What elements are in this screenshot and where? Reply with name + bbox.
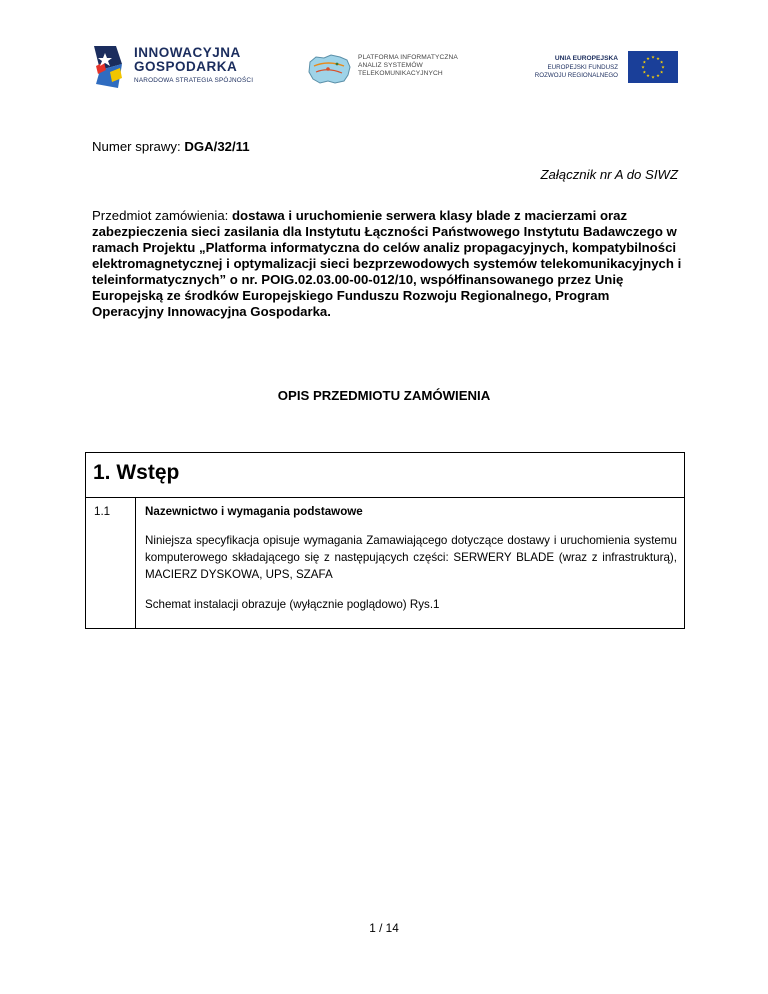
eu-flag-icon: [628, 51, 678, 83]
subsection-paragraph: Niniejsza specyfikacja opisuje wymagania Zamawiającego dotyczące dostawy i uruchomienia systemu komputerowego składającego się z następujących części: SERWERY BLADE (wraz z infrastrukturą), MACIERZ DYSKOWA, UPS, SZAFA: [145, 534, 677, 581]
eu-logo: [536, 50, 678, 84]
svg-text:★: ★: [641, 64, 645, 70]
svg-text:★: ★: [656, 73, 660, 78]
subject-paragraph: [92, 208, 682, 320]
case-number-line: [92, 139, 250, 154]
poland-map-icon: [304, 52, 354, 86]
subject-text: dostawa i uruchomienie serwera klasy blade z macierzami oraz zabezpieczenia sieci zasilania dla Instytutu Łączności Państwowego Instytutu Badawczego w ramach Projektu „Platforma informatyczna do celów analiz propagacyjnych, kompatybilności elektromagnetycznej i optymalizacji sieci bezprzewodowych systemów telekomunikacyjnych i teleinformatycznych” o nr. POIG.02.03.00-00-012/10, współfinansowanego przez Unię Europejską ze środków Europejskiego Funduszu Rozwoju Regionalnego, Program Operacyjny Innowacyjna Gospodarka.: [92, 208, 682, 319]
table-column-divider: [135, 498, 136, 628]
subsection-paragraph-2: Schemat instalacji obrazuje (wyłącznie poglądowo) Rys.1: [145, 598, 440, 611]
section-heading: 1. Wstęp: [93, 461, 180, 484]
annex-label: Załącznik nr A do SIWZ: [540, 167, 678, 182]
logo-center-line2: ANALIZ SYSTEMÓW: [358, 62, 423, 69]
svg-text:★: ★: [651, 74, 655, 80]
logo-center-line1: PLATFORMA INFORMATYCZNA: [358, 54, 458, 61]
subsection-heading: Nazewnictwo i wymagania podstawowe: [145, 505, 363, 518]
logo-right-line3: ROZWOJU REGIONALNEGO: [534, 72, 618, 79]
svg-text:★: ★: [646, 73, 650, 78]
subsection-number: 1.1: [94, 505, 111, 518]
case-number-label: Numer sprawy:: [92, 139, 185, 154]
svg-text:★: ★: [651, 54, 655, 60]
svg-text:★: ★: [656, 55, 660, 61]
logo-left-line2: GOSPODARKA: [134, 59, 238, 74]
platforma-informatyczna-logo: [304, 50, 464, 90]
svg-text:★: ★: [642, 59, 647, 65]
description-title: OPIS PRZEDMIOTU ZAMÓWIENIA: [277, 388, 491, 403]
svg-text:★: ★: [661, 64, 665, 70]
innowacyjna-gospodarka-logo: [92, 42, 262, 92]
logo-left-line1: INNOWACYJNA: [134, 45, 241, 60]
page-number: 1 / 14: [369, 921, 399, 935]
logo-center-line3: TELEKOMUNIKACYJNYCH: [358, 70, 443, 77]
logo-right-line1: UNIA EUROPEJSKA: [554, 55, 618, 62]
svg-text:★: ★: [646, 55, 650, 61]
svg-text:★: ★: [659, 59, 664, 65]
subject-label: Przedmiot zamówienia:: [92, 208, 232, 223]
logo-left-line3: NARODOWA STRATEGIA SPÓJNOŚCI: [134, 77, 254, 84]
innowacyjna-gospodarka-emblem-icon: [92, 44, 132, 90]
case-number-value: DGA/32/11: [184, 139, 250, 154]
section-table: [85, 452, 685, 629]
section-heading-row: [86, 453, 684, 498]
svg-text:★: ★: [642, 69, 647, 75]
svg-text:★: ★: [659, 69, 664, 75]
logo-right-line2: EUROPEJSKI FUNDUSZ: [547, 64, 618, 71]
